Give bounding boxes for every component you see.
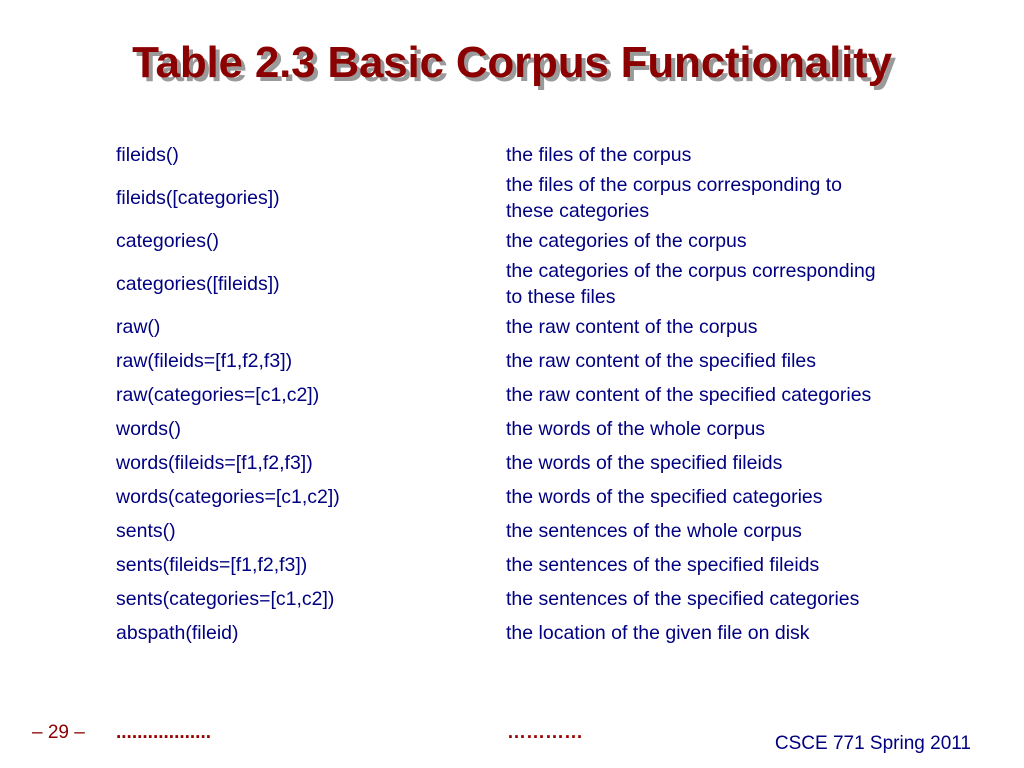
table-row [108, 412, 896, 446]
course-label: CSCE 771 Spring 2011 [774, 733, 971, 754]
table-row [108, 344, 896, 378]
table-row [108, 310, 896, 344]
description-cell: the words of the whole corpus [506, 418, 766, 440]
function-cell: words() [116, 418, 182, 440]
function-cell: raw(categories=[c1,c2]) [116, 384, 320, 406]
continuation-dots-right: ………… [507, 722, 583, 743]
description-cell: the location of the given file on disk [506, 622, 810, 644]
table-row [108, 258, 896, 310]
function-cell: abspath(fileid) [116, 622, 239, 644]
table-row [108, 378, 896, 412]
continuation-dots-left: .................. [116, 722, 212, 743]
description-cell: the sentences of the whole corpus [506, 520, 802, 542]
table-row [108, 582, 896, 616]
slide-title: Table 2.3 Basic Corpus Functionality [132, 38, 892, 87]
function-cell: sents(fileids=[f1,f2,f3]) [116, 554, 308, 576]
function-cell: categories([fileids]) [116, 273, 280, 295]
function-cell: sents() [116, 520, 176, 542]
description-cell: the raw content of the specified files [506, 350, 817, 372]
function-cell: categories() [116, 230, 219, 252]
function-cell: words(categories=[c1,c2]) [116, 486, 340, 508]
corpus-functionality-table [108, 138, 896, 650]
description-cell: the raw content of the specified categories [506, 384, 872, 406]
description-cell: the sentences of the specified categories [506, 588, 860, 610]
table-row [108, 548, 896, 582]
table-row [108, 514, 896, 548]
table-body [108, 138, 896, 650]
table-row [108, 616, 896, 650]
description-cell: the categories of the corpus corresponding to these files [506, 260, 876, 308]
table-row [108, 446, 896, 480]
function-cell: raw() [116, 316, 161, 338]
description-cell: the files of the corpus corresponding to these categories [506, 174, 843, 222]
description-cell: the categories of the corpus [506, 230, 747, 252]
function-cell: fileids([categories]) [116, 187, 280, 209]
description-cell: the words of the specified fileids [506, 452, 783, 474]
page-number: – 29 – [32, 722, 85, 743]
description-cell: the raw content of the corpus [506, 316, 758, 338]
table-row [108, 172, 896, 224]
function-cell: raw(fileids=[f1,f2,f3]) [116, 350, 293, 372]
description-cell: the words of the specified categories [506, 486, 823, 508]
description-cell: the files of the corpus [506, 144, 692, 166]
table-row [108, 138, 896, 172]
function-cell: fileids() [116, 144, 179, 166]
function-cell: sents(categories=[c1,c2]) [116, 588, 335, 610]
table-row [108, 480, 896, 514]
function-cell: words(fileids=[f1,f2,f3]) [116, 452, 313, 474]
description-cell: the sentences of the specified fileids [506, 554, 820, 576]
table-row [108, 224, 896, 258]
